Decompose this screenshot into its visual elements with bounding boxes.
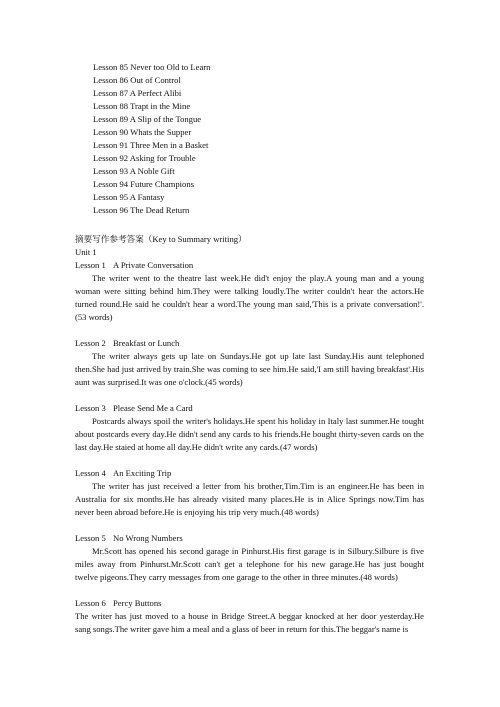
summary-section bbox=[75, 233, 424, 636]
lesson-title: An Exciting Trip bbox=[113, 468, 172, 478]
lesson-heading bbox=[75, 532, 424, 545]
lesson-heading bbox=[75, 402, 424, 415]
summary-paragraph: The writer has just received a letter from his brother,Tim.Tim is an engineer.He has been in Australia for six months.He has already visited many places.He is in Alice Springs now.Tim has never been abroad before.He is enjoying his trip very much.(48 words) bbox=[75, 481, 424, 517]
summary-paragraph: The writer always gets up late on Sundays.He got up late last Sunday.His aunt telephoned then.She had just arrived by train.She was coming to see him.He said,'I am still having breakfast'.His aunt was surprised.It was one o'clock.(45 words) bbox=[75, 351, 424, 387]
lesson-title: Percy Buttons bbox=[113, 598, 162, 608]
lesson-list-item: Lesson 95 A Fantasy bbox=[93, 192, 165, 202]
lesson-heading bbox=[75, 259, 424, 272]
unit-heading: Unit 1 bbox=[75, 247, 97, 257]
lesson-number: Lesson 1 bbox=[75, 260, 106, 270]
lesson-list-item: Lesson 94 Future Champions bbox=[93, 179, 194, 189]
lesson-block-1 bbox=[75, 259, 424, 324]
summary-paragraph: Postcards always spoil the writer's holidays.He spent his holiday in Italy last summer.He tought about postcards every day.He didn't send any cards to his friends.He bought thirty-seven cards on the last day.He staied at home all day.He didn't write any cards.(47 words) bbox=[75, 416, 424, 452]
lesson-number: Lesson 4 bbox=[75, 468, 106, 478]
lesson-list-item: Lesson 88 Trapt in the Mine bbox=[93, 101, 191, 111]
summary-paragraph: Mr.Scott has opened his second garage in Pinhurst.His first garage is in Silbury.Silbure is five miles away from Pinhurst.Mr.Scott can't get a telephone for his new garage.He has just bought twelve pigeons.They carry messages from one garage to the other in three minutes.(48 words) bbox=[75, 546, 424, 582]
section-title: 摘要写作参考答案（Key to Summary writing） bbox=[75, 234, 247, 244]
lesson-list-item: Lesson 85 Never too Old to Learn bbox=[93, 62, 211, 72]
lesson-heading bbox=[75, 467, 424, 480]
summary-paragraph: The writer went to the theatre last week.He did't enjoy the play.A young man and a young woman were sitting behind him.They were talking loudly.The writer couldn't hear the actors.He turned round.He said he couldn't hear a word.The young man said,'This is a private conversation!'.(53 words) bbox=[75, 273, 424, 322]
lesson-block-6 bbox=[75, 597, 424, 636]
lesson-heading bbox=[75, 337, 424, 350]
lesson-list bbox=[93, 61, 210, 217]
lesson-title: Breakfast or Lunch bbox=[113, 338, 180, 348]
lesson-heading bbox=[75, 597, 424, 610]
lesson-list-item: Lesson 91 Three Men in a Basket bbox=[93, 140, 209, 150]
lesson-block-4 bbox=[75, 467, 424, 519]
lesson-number: Lesson 5 bbox=[75, 533, 106, 543]
lesson-list-item: Lesson 89 A Slip of the Tongue bbox=[93, 114, 202, 124]
lesson-list-item: Lesson 90 Whats the Supper bbox=[93, 127, 192, 137]
lesson-list-item: Lesson 93 A Noble Gift bbox=[93, 166, 175, 176]
lesson-list-item: Lesson 86 Out of Control bbox=[93, 75, 181, 85]
summary-paragraph: The writer has just moved to a house in Bridge Street.A beggar knocked at her door yesterday.He sang songs.The writer gave him a meal and a glass of beer in return for this.The beggar's name is bbox=[75, 611, 424, 634]
lesson-block-5 bbox=[75, 532, 424, 584]
lesson-number: Lesson 3 bbox=[75, 403, 106, 413]
lesson-number: Lesson 6 bbox=[75, 598, 106, 608]
lesson-title: A Private Conversation bbox=[113, 260, 194, 270]
lesson-list-item: Lesson 92 Asking for Trouble bbox=[93, 153, 196, 163]
lesson-title: Please Send Me a Card bbox=[113, 403, 193, 413]
lesson-list-item: Lesson 96 The Dead Return bbox=[93, 205, 190, 215]
lesson-title: No Wrong Numbers bbox=[113, 533, 183, 543]
lesson-block-2 bbox=[75, 337, 424, 389]
lesson-list-item: Lesson 87 A Perfect Alibi bbox=[93, 88, 182, 98]
lesson-block-3 bbox=[75, 402, 424, 454]
lesson-number: Lesson 2 bbox=[75, 338, 106, 348]
